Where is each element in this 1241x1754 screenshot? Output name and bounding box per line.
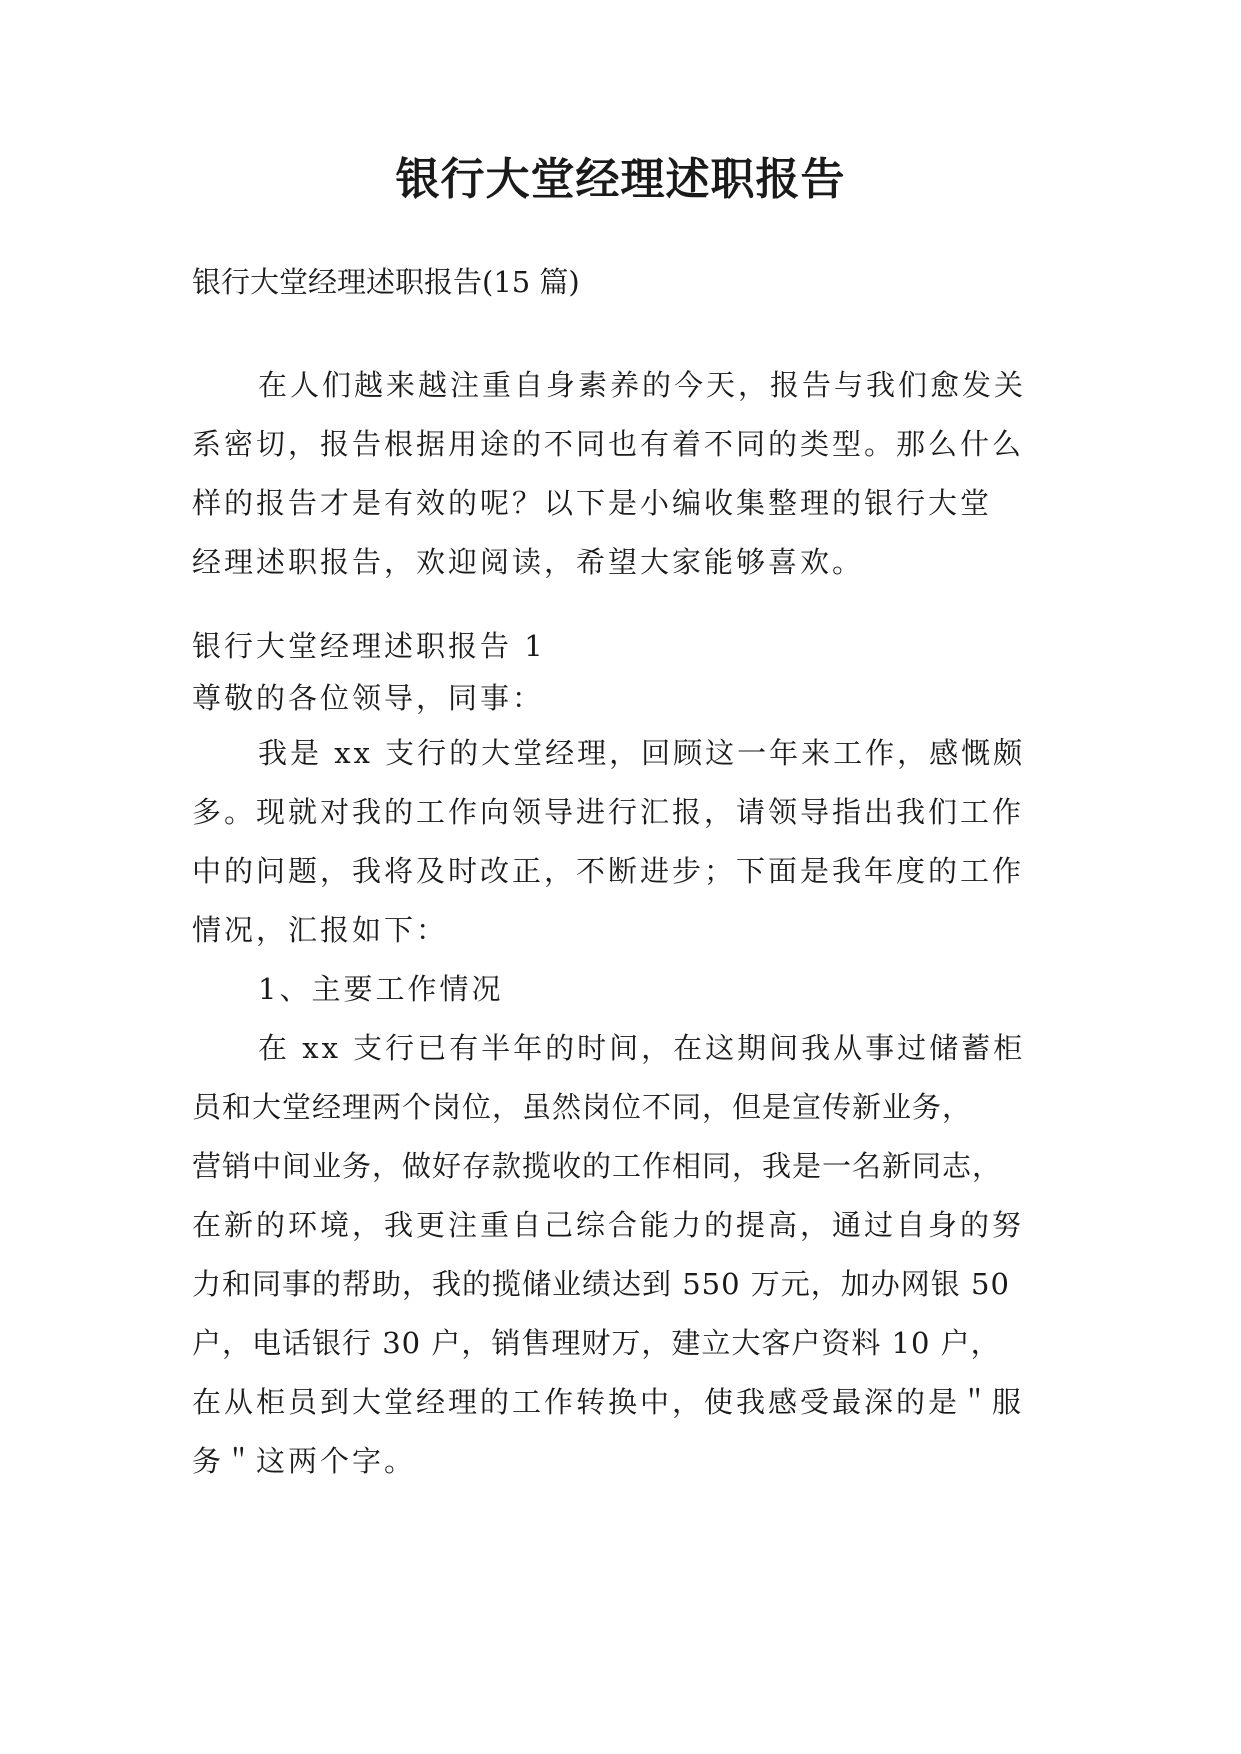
paragraph-line: 情况，汇报如下： bbox=[192, 913, 449, 947]
paragraph-line: 营销中间业务，做好存款揽收的工作相同，我是一名新同志， bbox=[192, 1149, 1003, 1183]
paragraph-two bbox=[192, 1019, 1054, 1491]
intro-line: 经理述职报告，欢迎阅读，希望大家能够喜欢。 bbox=[192, 545, 865, 579]
paragraph-line: 在新的环境，我更注重自己综合能力的提高，通过自身的努 bbox=[192, 1208, 1025, 1242]
paragraph-line: 员和大堂经理两个岗位，虽然岗位不同，但是宣传新业务， bbox=[192, 1090, 973, 1124]
salutation: 尊敬的各位领导，同事： bbox=[192, 681, 545, 715]
section-heading: 银行大堂经理述职报告 1 bbox=[192, 629, 546, 663]
paragraph-line: 务＂这两个字。 bbox=[192, 1444, 417, 1478]
intro-line: 系密切，报告根据用途的不同也有着不同的类型。那么什么 bbox=[192, 427, 1025, 461]
paragraph-one bbox=[192, 724, 1054, 1019]
item-heading: 1、主要工作情况 bbox=[258, 972, 504, 1006]
paragraph-line: 在从柜员到大堂经理的工作转换中，使我感受最深的是＂服 bbox=[192, 1385, 1025, 1419]
report-section bbox=[192, 620, 1054, 724]
paragraph-line: 在 xx 支行已有半年的时间，在这期间我从事过储蓄柜 bbox=[258, 1031, 1026, 1065]
document-title: 银行大堂经理述职报告 bbox=[395, 154, 846, 205]
paragraph-line: 力和同事的帮助，我的揽储业绩达到 550 万元，加办网银 50 bbox=[192, 1267, 1010, 1301]
intro-line: 在人们越来越注重自身素养的今天，报告与我们愈发关 bbox=[258, 368, 1027, 402]
document-subtitle: 银行大堂经理述职报告(15 篇) bbox=[192, 265, 580, 299]
paragraph-line: 中的问题，我将及时改正，不断进步；下面是我年度的工作 bbox=[192, 854, 1025, 888]
paragraph-line: 户，电话银行 30 户，销售理财万，建立大客户资料 10 户， bbox=[192, 1326, 1001, 1360]
paragraph-line: 多。现就对我的工作向领导进行汇报，请领导指出我们工作 bbox=[192, 795, 1025, 829]
intro-paragraph bbox=[192, 356, 1054, 592]
intro-line: 样的报告才是有效的呢？以下是小编收集整理的银行大堂 bbox=[192, 486, 993, 520]
paragraph-line: 我是 xx 支行的大堂经理，回顾这一年来工作，感慨颇 bbox=[258, 736, 1026, 770]
